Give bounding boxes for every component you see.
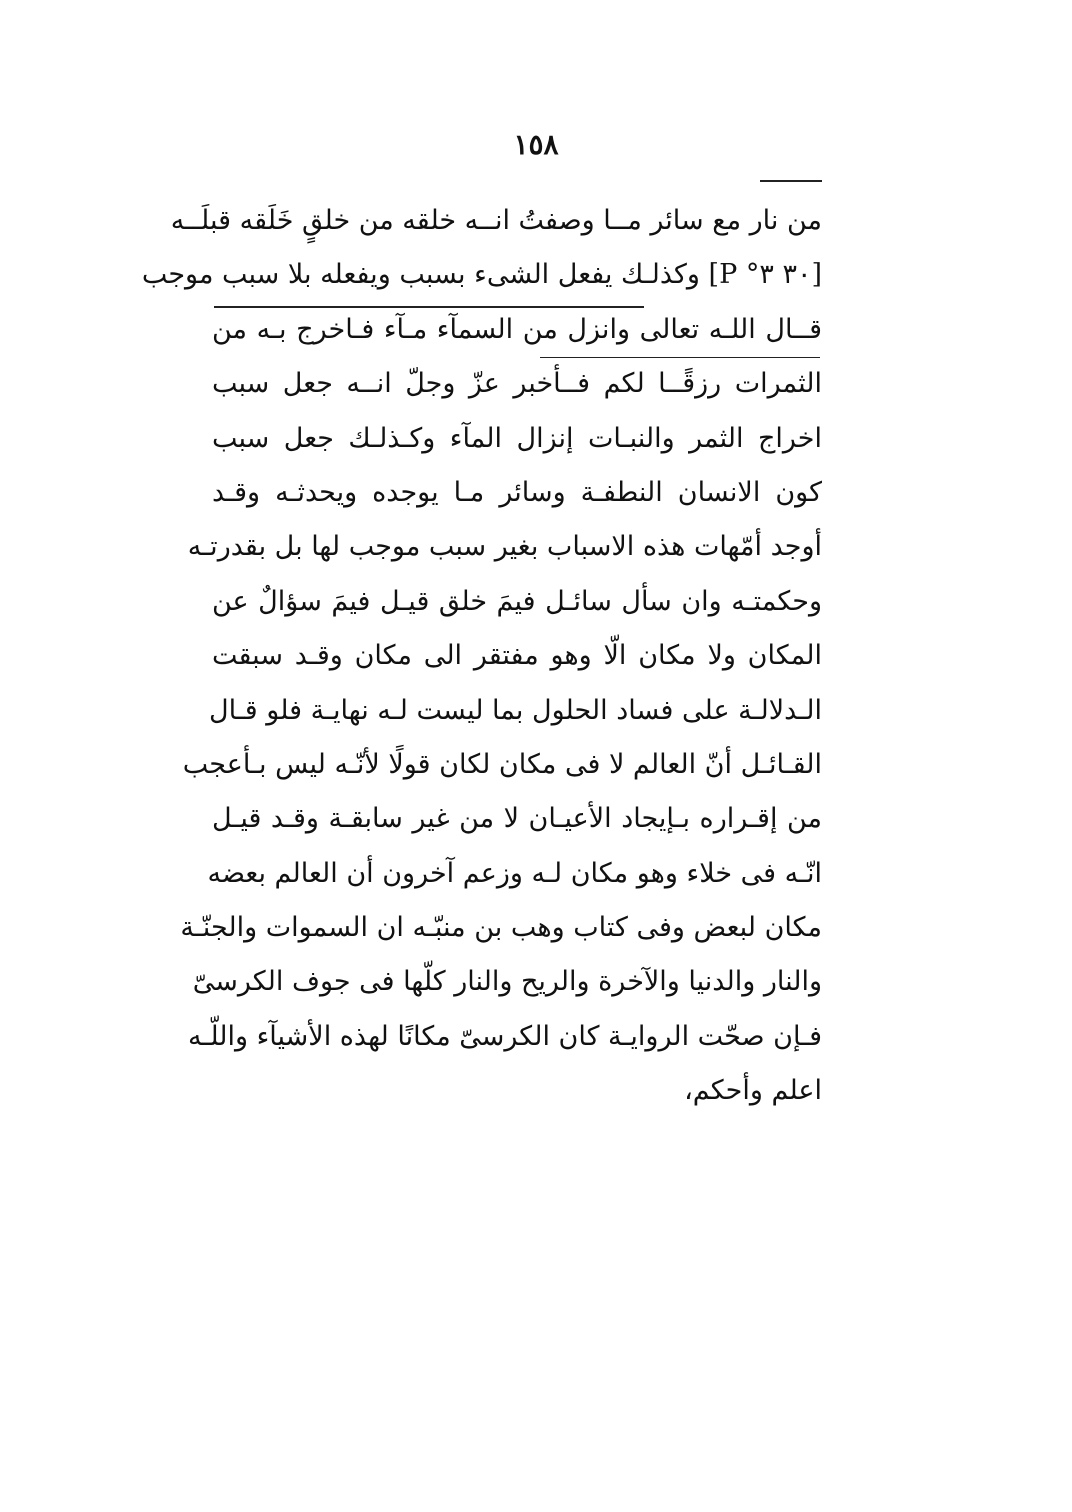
text-line-1: من نار مع سائر مــا وصفتُ انــه خلقه من خلقٍ خَلَقه قبلَــه [170,205,822,236]
text-line-15: والنار والدنيا والآخرة والريح والنار كلّها فى جوف الكرسىّ [192,966,822,998]
text-line-7: أوجد أمّهات هذه الاسباب بغير سبب موجب لها بل بقدرتـه [187,531,822,563]
text-line-5: اخراج الثمر والنبـات إنزال المآء وكـذلـك جعل سبب [212,422,822,454]
text-line-17: اعلم وأحكم، [684,1075,822,1107]
text-line-2: [٣٠ ٣° P] وكذلـك يفعل الشىء بسبب ويفعله بلا سبب موجب [141,259,822,291]
text-line-4: الثمرات رزقًــا لكم فــأخبر عزّ وجلّ انــه جعل سبب [212,368,822,400]
text-line-6: كون الانسان النطفـة وسائر مـا يوجده ويحدثـه وقـد [212,476,822,508]
text-line-3: قــال اللـه تعالى وانزل من السمآء مـآء فـاخرج بـه من [212,313,822,345]
header-rule [760,180,822,182]
text-line-8: وحكمتـه وان سأل سائـل فيمَ خلق قيـل فيمَ سؤالٌ عن [212,585,822,617]
text-line-12: من إقـراره بـإيجاد الأعيـان لا من غير سابقـة وقـد قيـل [212,803,822,835]
text-line-9: المكان ولا مكان الّا وهو مفتقر الى مكان وقـد سبقت [212,640,822,672]
text-line-10: الـدلالـة على فساد الحلول بما ليست لـه نهايـة فلو قـال [209,694,822,726]
page-number: ١٥٨ [513,128,559,161]
text-line-16: فـإن صحّت الروايـة كان الكرسىّ مكانًا لهذه الأشيآء واللّـه [187,1020,822,1052]
text-line-13: انّـه فى خلاء وهو مكان لـه وزعم آخرون أن العالم بعضه [207,857,822,889]
text-line-14: مكان لبعض وفى كتاب وهب بن منبّـه ان السموات والجنّـة [180,912,822,944]
body-text [141,194,822,1119]
text-line-11: القـائـل أنّ العالم لا فى مكان لكان قولًا لأنّـه ليس بـأعجب [182,748,822,780]
